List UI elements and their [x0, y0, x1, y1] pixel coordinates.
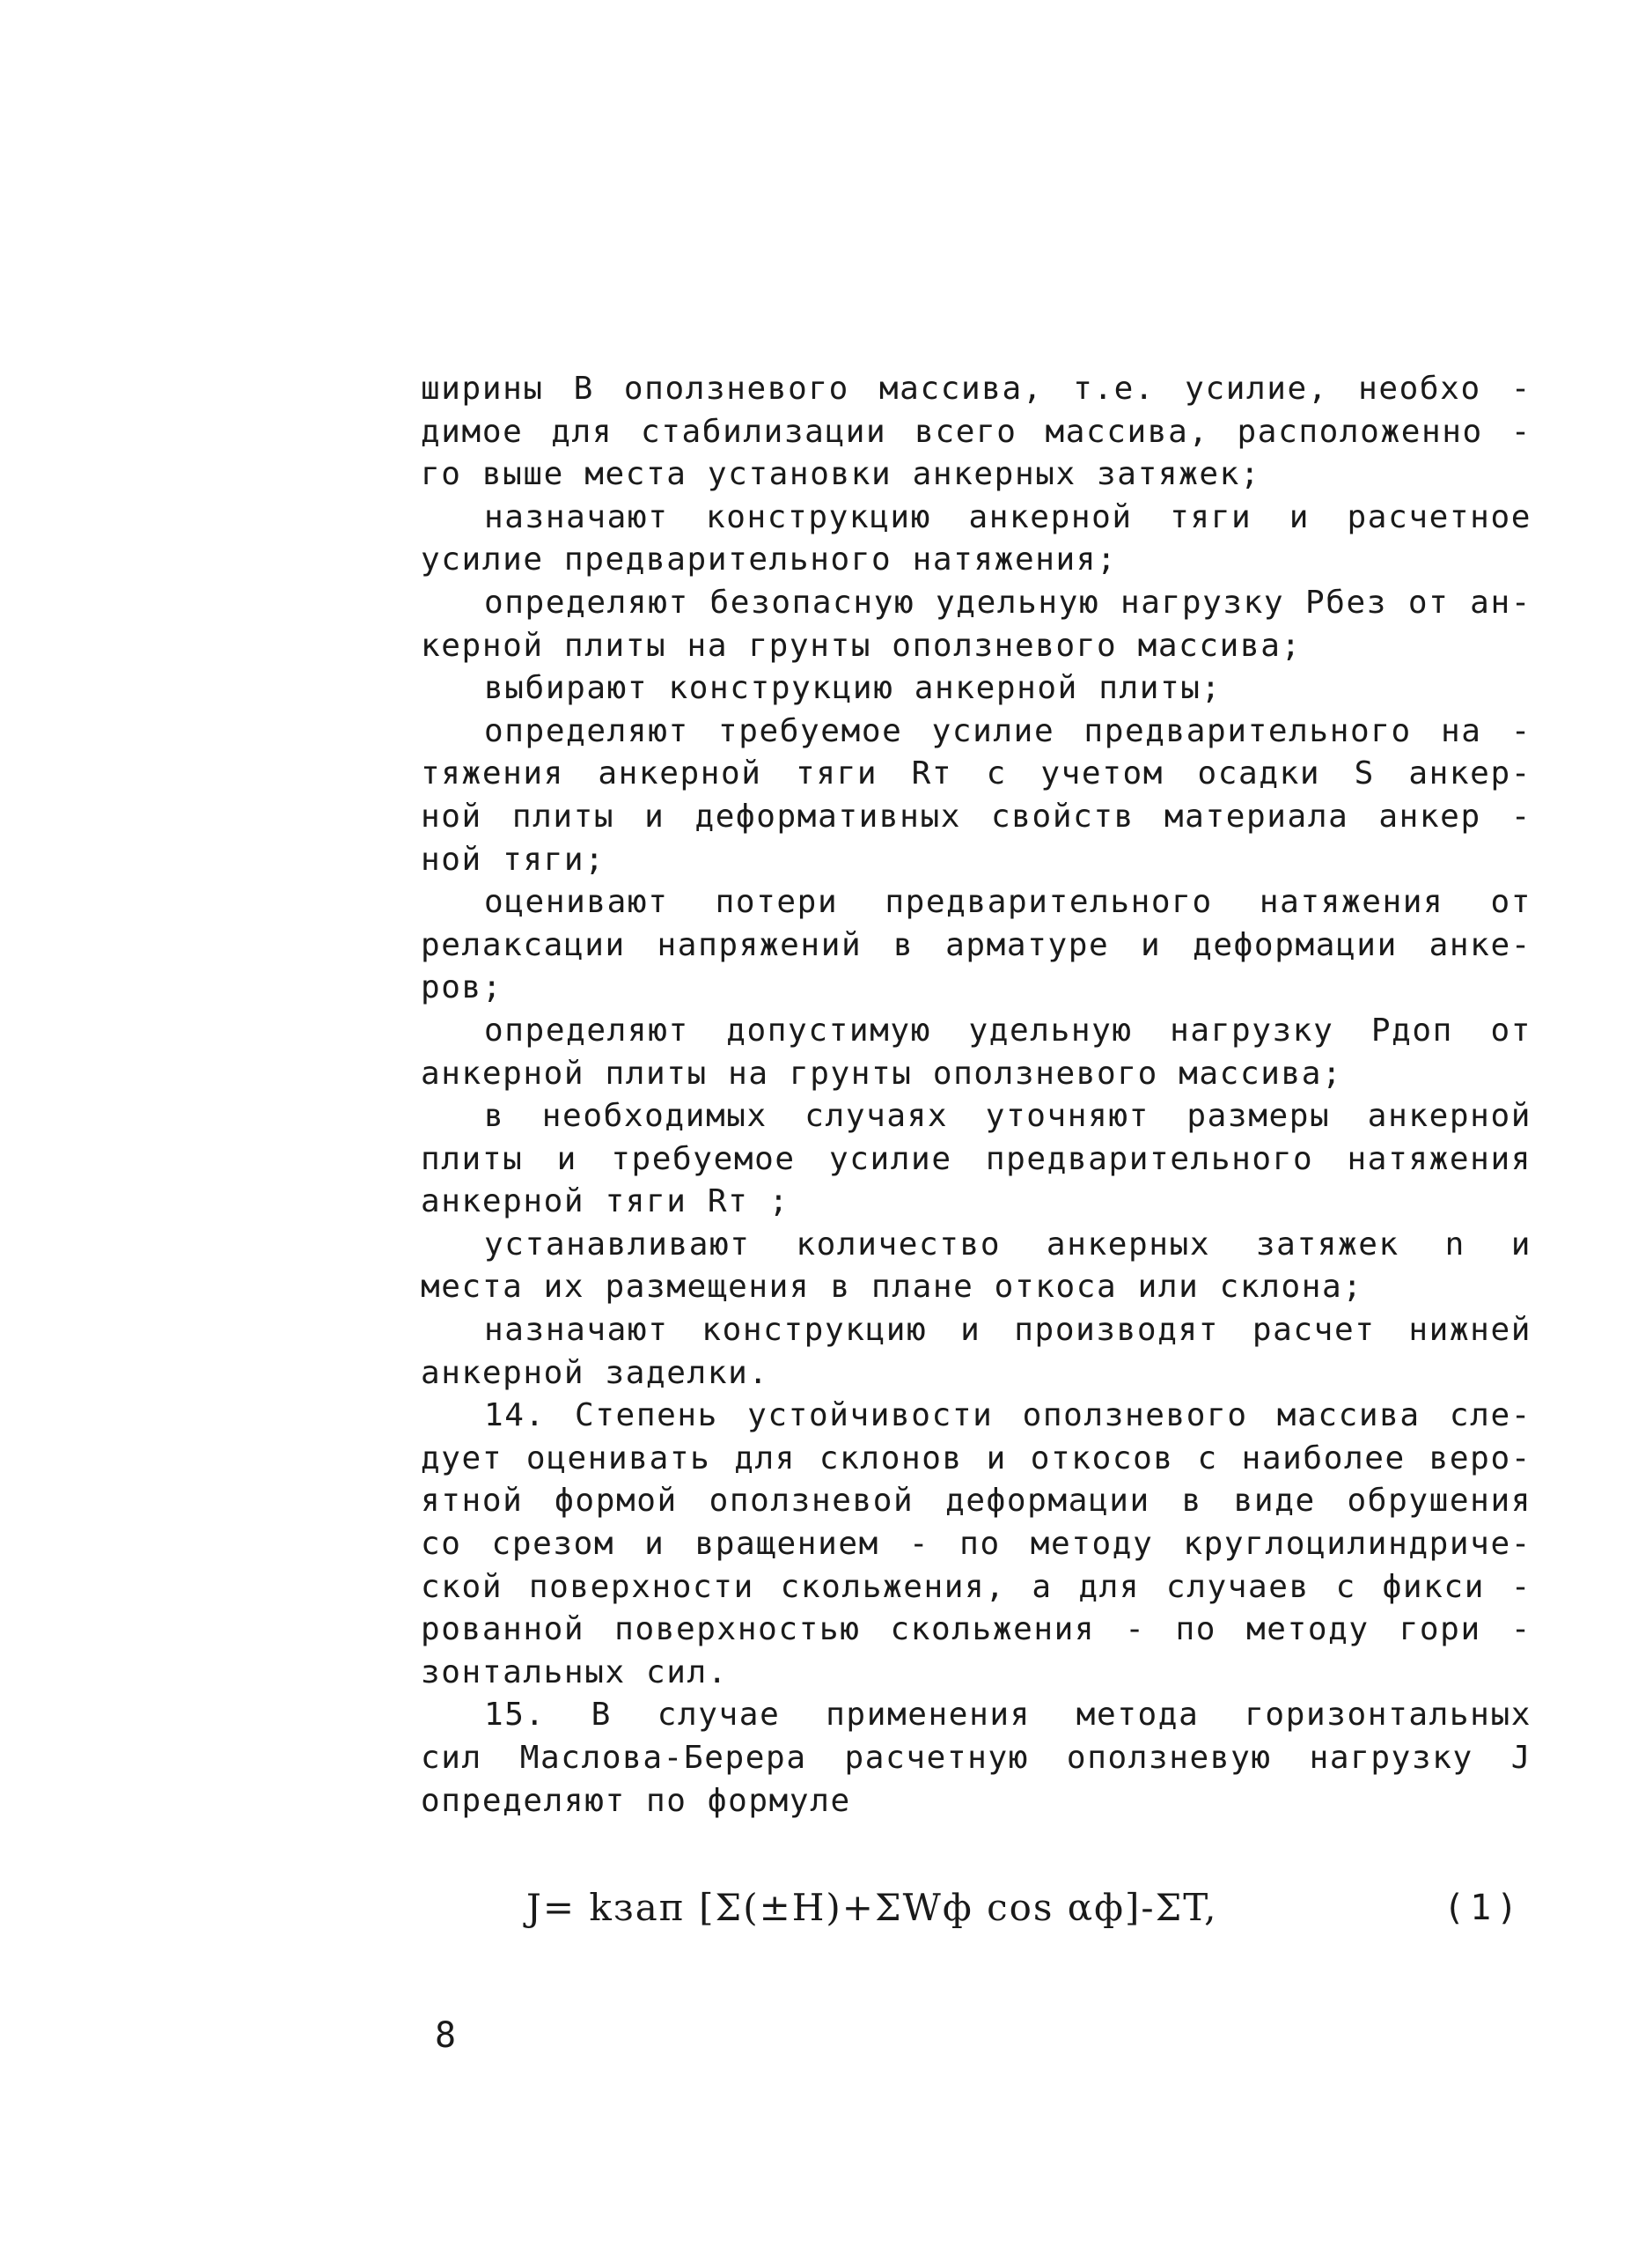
text-line: определяют безопасную удельную нагрузку Pбез от ан- — [484, 584, 1531, 621]
text-line: анкерной плиты на грунты оползневого массива; — [421, 1055, 1343, 1092]
text-line: ной плиты и деформативных свойств материала анкер - — [421, 798, 1531, 835]
text-line: димое для стабилизации всего массива, расположенно - — [421, 413, 1531, 450]
text-line: со срезом и вращением - по методу круглоцилиндриче- — [421, 1526, 1531, 1563]
text-line: ширины B оползневого массива, т.е. усилие, необхо - — [421, 371, 1531, 407]
body-text — [421, 368, 1531, 1822]
text-line: зонтальных сил. — [421, 1653, 729, 1690]
text-line: керной плиты на грунты оползневого массива; — [421, 627, 1302, 664]
text-line: назначают конструкцию анкерной тяги и расчетное — [484, 498, 1531, 535]
text-line: выбирают конструкцию анкерной плиты; — [484, 670, 1222, 707]
text-line: усилие предварительного натяжения; — [421, 541, 1118, 578]
text-line: го выше места установки анкерных затяжек; — [421, 456, 1261, 493]
text-line: ров; — [421, 969, 503, 1006]
text-line: определяют требуемое усилие предварительного на - — [484, 712, 1531, 749]
text-line: 15. В случае применения метода горизонтальных — [484, 1697, 1531, 1734]
text-line: сил Маслова-Берера расчетную оползневую нагрузку J — [421, 1740, 1531, 1776]
text-line: определяют допустимую удельную нагрузку Pдоп от — [484, 1012, 1531, 1049]
text-line: ной тяги; — [421, 841, 606, 878]
text-line: 14. Степень устойчивости оползневого массива сле- — [484, 1397, 1531, 1434]
text-line: рованной поверхностью скольжения - по методу гори - — [421, 1611, 1531, 1648]
formula-number: (1) — [1443, 1888, 1524, 1928]
text-line: ятной формой оползневой деформации в виде обрушения — [421, 1483, 1531, 1520]
formula: J= kзап [Σ(±H)+ΣWф cos αф]-ΣT, — [526, 1886, 1218, 1929]
text-line: ской поверхности скольжения, а для случаев с фикси - — [421, 1568, 1531, 1605]
text-line: определяют по формуле — [421, 1782, 851, 1819]
text-line: тяжения анкерной тяги Rт с учетом осадки S анкер- — [421, 755, 1531, 792]
text-line: анкерной заделки. — [421, 1354, 769, 1391]
text-line: в необходимых случаях уточняют размеры анкерной — [484, 1098, 1531, 1135]
text-line: оценивают потери предварительного натяжения от — [484, 884, 1531, 921]
text-line: релаксации напряжений в арматуре и деформации анке- — [421, 926, 1531, 963]
text-line: анкерной тяги Rт ; — [421, 1183, 790, 1220]
text-line: дует оценивать для склонов и откосов с наиболее веро- — [421, 1440, 1531, 1476]
text-line: устанавливают количество анкерных затяжек n и — [484, 1226, 1531, 1263]
page-number: 8 — [435, 2015, 457, 2056]
text-line: плиты и требуемое усилие предварительного натяжения — [421, 1140, 1531, 1177]
text-line: места их размещения в плане откоса или склона; — [421, 1269, 1363, 1306]
text-line: назначают конструкцию и производят расчет нижней — [484, 1312, 1531, 1349]
